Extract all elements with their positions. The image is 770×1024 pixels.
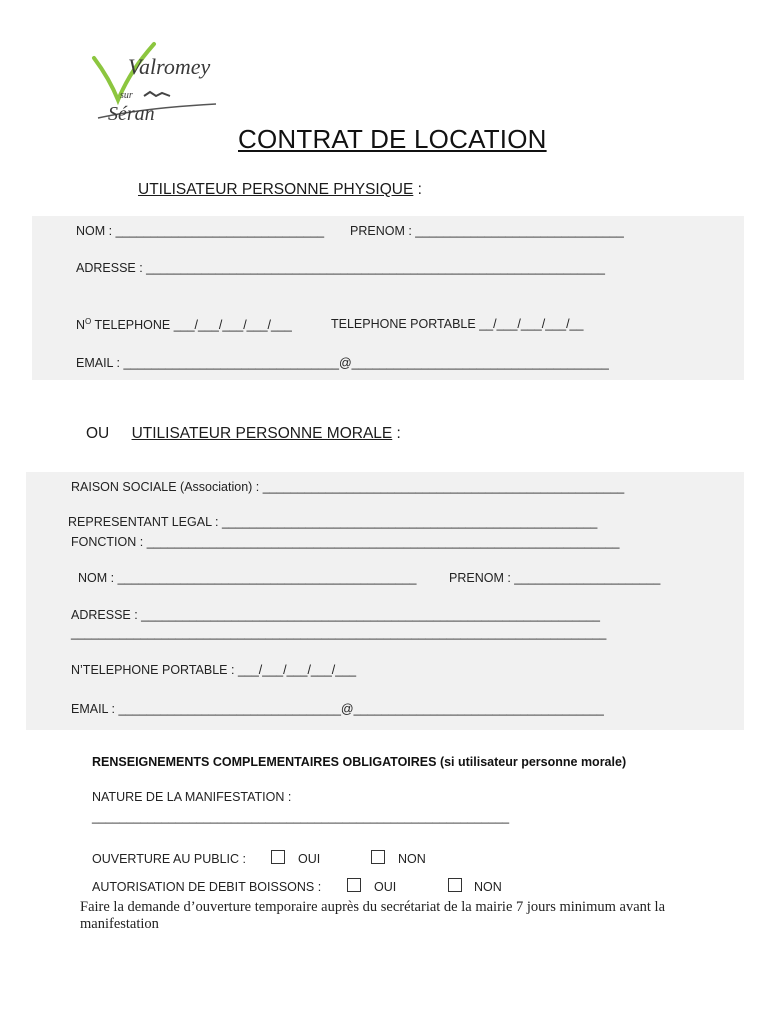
morale-nom-field[interactable]: NOM : ___________________________________________ (78, 571, 417, 585)
morale-adresse-field[interactable]: ADRESSE : __________________________________________________________________ (71, 608, 600, 622)
ouverture-non-label: NON (398, 852, 426, 866)
panel-morale (26, 472, 744, 730)
nature-manifestation-label: NATURE DE LA MANIFESTATION : (92, 790, 292, 804)
morale-email-field[interactable]: EMAIL : ________________________________@____________________________________ (71, 702, 604, 716)
tel-label: TELEPHONE ___/___/___/___/___ (91, 318, 292, 333)
nature-manifestation-field[interactable]: ____________________________________________________________ (92, 810, 510, 824)
ouverture-non-checkbox[interactable] (371, 850, 385, 864)
note-line-1: Faire la demande d’ouverture temporaire auprès du secrétariat de la mairie 7 jours minimum avant la (80, 899, 666, 915)
autorisation-oui-checkbox[interactable] (347, 878, 361, 892)
heading-morale-colon: : (392, 425, 401, 442)
section-heading-physique (138, 181, 422, 199)
valromey-logo (84, 40, 224, 126)
page-title: CONTRAT DE LOCATION (238, 124, 547, 154)
physique-email-field[interactable]: EMAIL : _______________________________@_____________________________________ (76, 356, 609, 370)
tel-no-sup: O (85, 317, 92, 326)
autorisation-boissons-label: AUTORISATION DE DEBIT BOISSONS : (92, 880, 322, 894)
heading-morale-text: UTILISATEUR PERSONNE MORALE (131, 425, 393, 442)
physique-nom-field[interactable]: NOM : ______________________________ (76, 224, 325, 238)
heading-physique-colon: : (413, 181, 422, 198)
logo-text-valromey: Valromey (128, 54, 211, 79)
autorisation-oui-label: OUI (374, 880, 397, 894)
morale-prenom-field[interactable]: PRENOM : _____________________ (449, 571, 661, 585)
autorisation-non-label: NON (474, 880, 502, 894)
physique-adresse-field[interactable]: ADRESSE : __________________________________________________________________ (76, 261, 605, 275)
physique-telephone-field[interactable] (76, 317, 292, 332)
heading-physique-text: UTILISATEUR PERSONNE PHYSIQUE (138, 181, 414, 198)
note-line-2: manifestation (80, 916, 159, 932)
tel-no-label: N (76, 318, 86, 333)
morale-adresse-line2[interactable]: _____________________________________________________________________________ (71, 626, 607, 640)
section-heading-morale (86, 425, 401, 443)
logo-text-seran: Séran (108, 103, 155, 125)
logo-text-sur: sur (120, 90, 133, 101)
heading-ou: OU (86, 425, 110, 442)
autorisation-non-checkbox[interactable] (448, 878, 462, 892)
physique-prenom-field[interactable]: PRENOM : ______________________________ (350, 224, 624, 238)
morale-telephone-field[interactable]: N’TELEPHONE PORTABLE : ___/___/___/___/___ (71, 663, 357, 677)
logo-swoosh-icon (84, 40, 224, 126)
morale-raison-sociale-field[interactable]: RAISON SOCIALE (Association) : ____________________________________________________ (71, 480, 625, 494)
ouverture-oui-label: OUI (298, 852, 321, 866)
morale-representant-field[interactable]: REPRESENTANT LEGAL : ______________________________________________________ (68, 515, 598, 529)
morale-fonction-field[interactable]: FONCTION : ____________________________________________________________________ (71, 535, 620, 549)
ouverture-public-label: OUVERTURE AU PUBLIC : (92, 852, 246, 866)
complement-heading: RENSEIGNEMENTS COMPLEMENTAIRES OBLIGATOIRES (si utilisateur personne morale) (92, 755, 627, 769)
physique-telephone-portable-field[interactable]: TELEPHONE PORTABLE __/___/___/___/__ (331, 317, 584, 331)
ouverture-oui-checkbox[interactable] (271, 850, 285, 864)
